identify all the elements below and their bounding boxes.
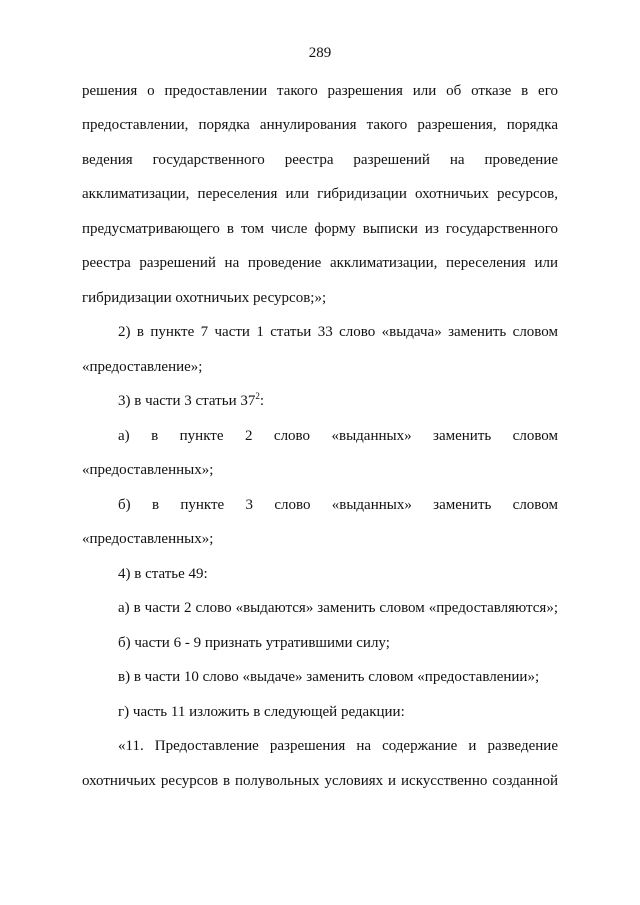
list-item-4c: в) в части 10 слово «выдаче» заменить словом «предоставлении»; <box>118 669 540 685</box>
list-item-4: 4) в статье 49: <box>118 566 208 582</box>
list-item-3 <box>118 392 558 410</box>
paragraph-line: гибридизации охотничьих ресурсов;»; <box>82 290 327 306</box>
list-item-4b: б) части 6 - 9 признать утратившими силу; <box>118 635 390 651</box>
list-item-3-colon: : <box>259 393 265 409</box>
list-item-2: 2) в пункте 7 части 1 статьи 33 слово «выдача» заменить словом <box>118 324 558 340</box>
quoted-paragraph-line: «11. Предоставление разрешения на содержание и разведение <box>118 738 558 754</box>
paragraph-line: охотничьих ресурсов в полувольных условиях и искусственно созданной <box>82 773 558 789</box>
list-item-4a: а) в части 2 слово «выдаются» заменить словом «предоставляются»; <box>118 600 558 616</box>
list-item-4d: г) часть 11 изложить в следующей редакции: <box>118 704 405 720</box>
paragraph-line: ведения государственного реестра разрешений на проведение <box>82 152 558 168</box>
paragraph-line: «предоставленных»; <box>82 462 214 478</box>
paragraph-line: предусматривающего в том числе форму выписки из государственного <box>82 221 558 237</box>
list-item-3b: б) в пункте 3 слово «выданных» заменить словом <box>118 497 558 513</box>
list-item-3a: а) в пункте 2 слово «выданных» заменить словом <box>118 428 558 444</box>
paragraph-line: предоставлении, порядка аннулирования такого разрешения, порядка <box>82 117 558 133</box>
paragraph-line: акклиматизации, переселения или гибридизации охотничьих ресурсов, <box>82 186 558 202</box>
list-item-3-text: 3) в части 3 статьи 37 <box>118 393 256 409</box>
article-superscript: 2 <box>255 391 260 401</box>
paragraph-line: «предоставленных»; <box>82 531 214 547</box>
paragraph-line: решения о предоставлении такого разрешения или об отказе в его <box>82 83 558 99</box>
paragraph-line: реестра разрешений на проведение акклиматизации, переселения или <box>82 255 558 271</box>
page-number: 289 <box>308 45 332 61</box>
paragraph-line: «предоставление»; <box>82 359 203 375</box>
